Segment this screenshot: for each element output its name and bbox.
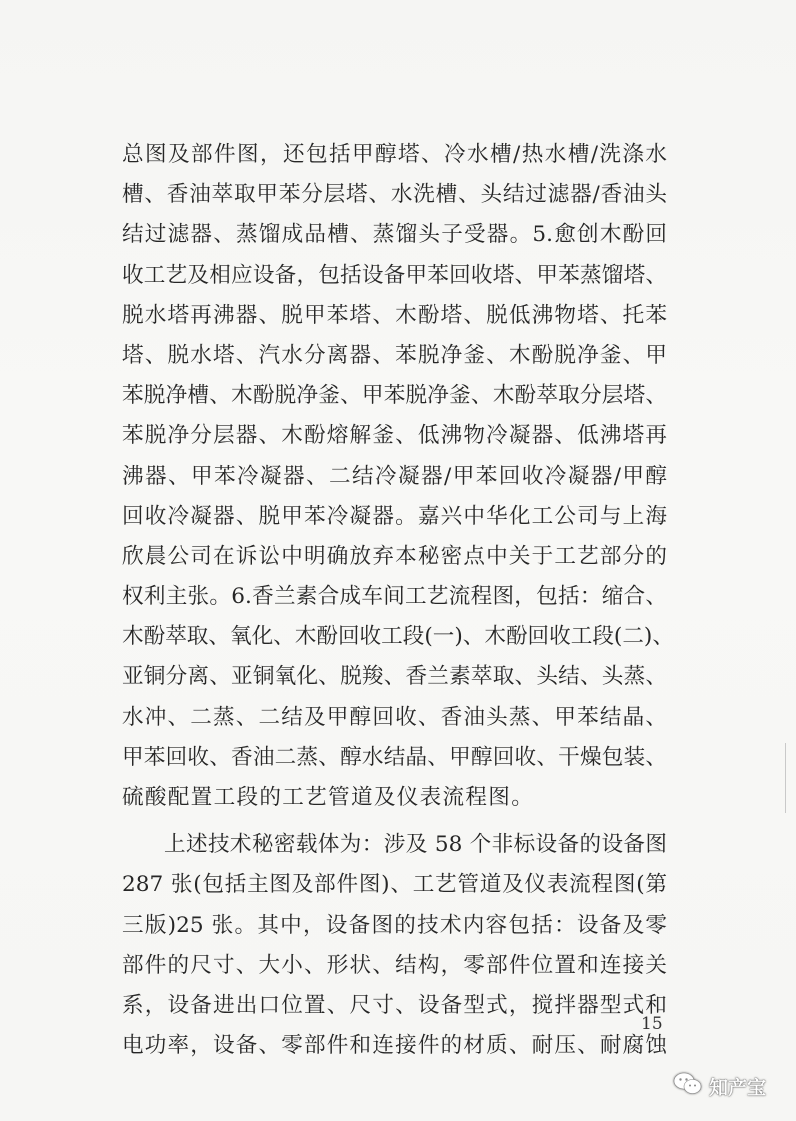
- watermark-label: 知产宝: [709, 1076, 767, 1099]
- text-line: 亚铜分离、亚铜氧化、脱羧、香兰素萃取、头结、头蒸、: [122, 664, 667, 690]
- text-line: 287 张(包括主图及部件图)、工艺管道及仪表流程图(第: [122, 872, 667, 898]
- text-line: 收工艺及相应设备，包括设备甲苯回收塔、甲苯蒸馏塔、: [122, 262, 667, 288]
- text-line: 水冲、二蒸、二结及甲醇回收、香油头蒸、甲苯结晶、: [122, 704, 667, 730]
- paragraph-2: [122, 825, 667, 1066]
- wechat-icon: [673, 1071, 703, 1102]
- paragraph-1: [122, 135, 674, 818]
- text-line: 塔、脱水塔、汽水分离器、苯脱净釜、木酚脱净釜、甲: [122, 342, 667, 368]
- text-line: 苯脱净槽、木酚脱净釜、甲苯脱净釜、木酚萃取分层塔、: [122, 383, 667, 409]
- text-line: 权利主张。6.香兰素合成车间工艺流程图，包括：缩合、: [122, 584, 667, 610]
- text-line: 苯脱净分层器、木酚熔解釜、低沸物冷凝器、低沸塔再: [122, 423, 667, 449]
- text-line: 脱水塔再沸器、脱甲苯塔、木酚塔、脱低沸物塔、托苯: [122, 302, 667, 328]
- watermark: [673, 1068, 766, 1104]
- text-line: 甲苯回收、香油二蒸、醇水结晶、甲醇回收、干燥包装、: [122, 744, 667, 770]
- text-line: 上述技术秘密载体为：涉及 58 个非标设备的设备图: [164, 832, 667, 858]
- text-line: 硫酸配置工段的工艺管道及仪表流程图。: [122, 785, 535, 810]
- body-text: [122, 135, 674, 1066]
- page-number: 15: [641, 1014, 663, 1034]
- text-line: 回收冷凝器、脱甲苯冷凝器。嘉兴中华化工公司与上海: [122, 503, 667, 529]
- text-line: 部件的尺寸、大小、形状、结构，零部件位置和连接关: [122, 952, 667, 978]
- text-line: 三版)25 张。其中，设备图的技术内容包括：设备及零: [122, 912, 667, 938]
- text-line: 系，设备进出口位置、尺寸、设备型式，搅拌器型式和: [122, 992, 667, 1018]
- text-line: 木酚萃取、氧化、木酚回收工段(一)、木酚回收工段(二)、: [122, 624, 674, 650]
- text-line: 沸器、甲苯冷凝器、二结冷凝器/甲苯回收冷凝器/甲醇: [122, 463, 667, 489]
- text-line: 欣晨公司在诉讼中明确放弃本秘密点中关于工艺部分的: [122, 543, 667, 569]
- text-line: 结过滤器、蒸馏成品槽、蒸馏头子受器。5.愈创木酚回: [122, 222, 667, 248]
- text-line: 电功率，设备、零部件和连接件的材质、耐压、耐腐蚀: [122, 1033, 667, 1059]
- scan-edge-mark: [785, 743, 786, 813]
- text-line: 槽、香油萃取甲苯分层塔、水洗槽、头结过滤器/香油头: [122, 182, 667, 208]
- text-line: 总图及部件图，还包括甲醇塔、冷水槽/热水槽/洗涤水: [122, 142, 667, 167]
